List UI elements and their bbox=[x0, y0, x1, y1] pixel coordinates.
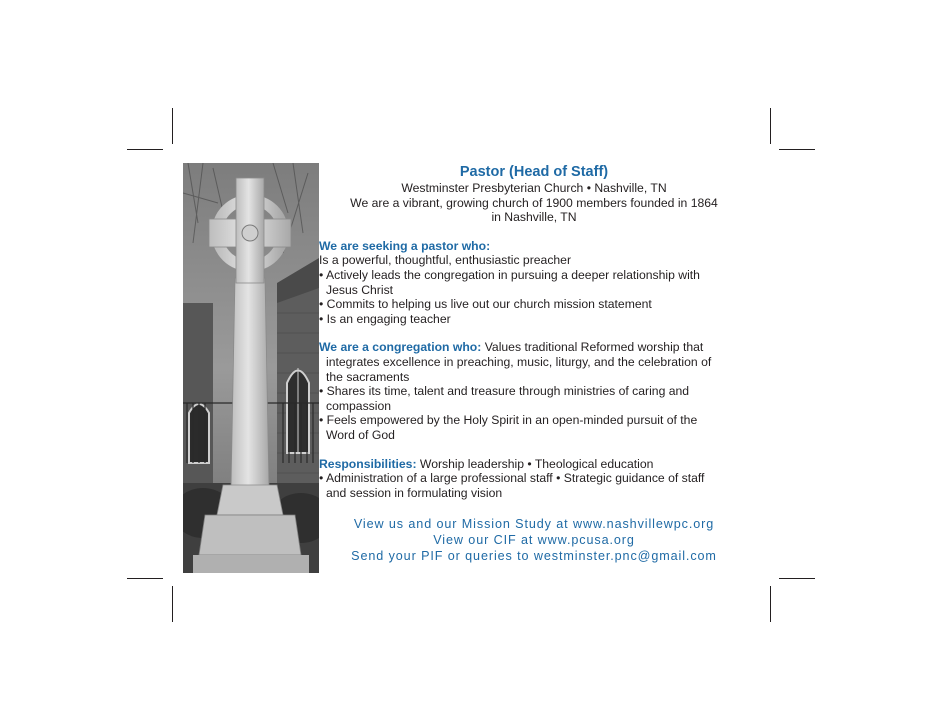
spacer bbox=[319, 326, 749, 340]
responsibilities-line-2: • Administration of a large professional staff • Strategic guidance of staff bbox=[319, 471, 705, 486]
congregation-heading: We are a congregation who: bbox=[319, 340, 482, 355]
mission-study-link[interactable]: View us and our Mission Study at www.nashvillewpc.org bbox=[353, 517, 715, 532]
seeking-heading: We are seeking a pastor who: bbox=[319, 238, 491, 253]
seeking-bullet-1b: Jesus Christ bbox=[326, 282, 394, 297]
crop-mark-bottom-right-v bbox=[770, 586, 771, 622]
congregation-bullet-2b: Word of God bbox=[326, 427, 395, 442]
posting-title: Pastor (Head of Staff) bbox=[459, 164, 609, 180]
celtic-cross-photo bbox=[183, 163, 319, 573]
congregation-bullet-1a: • Shares its time, talent and treasure through ministries of caring and bbox=[319, 384, 690, 399]
crop-mark-bottom-right-h bbox=[779, 578, 815, 579]
seeking-line-1: Is a powerful, thoughtful, enthusiastic preacher bbox=[319, 253, 572, 268]
congregation-lead-3: the sacraments bbox=[326, 369, 410, 384]
crop-mark-bottom-left-v bbox=[172, 586, 173, 622]
responsibilities-line-3: and session in formulating vision bbox=[326, 485, 503, 500]
seeking-bullet-2: • Commits to helping us live out our church mission statement bbox=[319, 297, 652, 312]
intro-line-2: in Nashville, TN bbox=[491, 210, 577, 225]
crop-mark-top-left-h bbox=[127, 149, 163, 150]
job-posting-text bbox=[319, 164, 749, 564]
responsibilities-paragraph bbox=[319, 457, 749, 472]
intro-line-1: We are a vibrant, growing church of 1900 members founded in 1864 bbox=[350, 195, 718, 210]
congregation-lead: Values traditional Reformed worship that bbox=[481, 340, 704, 355]
responsibilities-lead: Worship leadership • Theological education bbox=[416, 456, 654, 471]
congregation-paragraph bbox=[319, 340, 749, 355]
congregation-bullet-1b: compassion bbox=[326, 398, 392, 413]
crop-mark-top-right-h bbox=[779, 149, 815, 150]
crop-mark-top-right-v bbox=[770, 108, 771, 144]
crop-mark-top-left-v bbox=[172, 108, 173, 144]
crop-mark-bottom-left-h bbox=[127, 578, 163, 579]
contact-links bbox=[319, 516, 749, 564]
congregation-bullet-2a: • Feels empowered by the Holy Spirit in an open-minded pursuit of the bbox=[319, 413, 698, 428]
seeking-bullet-1a: • Actively leads the congregation in pursuing a deeper relationship with bbox=[319, 267, 700, 282]
cif-link[interactable]: View our CIF at www.pcusa.org bbox=[433, 533, 635, 548]
responsibilities-heading: Responsibilities: bbox=[319, 456, 417, 471]
pif-email-link[interactable]: Send your PIF or queries to westminster.pnc@gmail.com bbox=[351, 549, 717, 564]
congregation-lead-2: integrates excellence in preaching, music, liturgy, and the celebration of bbox=[326, 354, 712, 369]
spacer bbox=[319, 443, 749, 457]
spacer bbox=[319, 225, 749, 239]
church-line: Westminster Presbyterian Church • Nashville, TN bbox=[401, 181, 667, 195]
seeking-bullet-3: • Is an engaging teacher bbox=[319, 311, 451, 326]
